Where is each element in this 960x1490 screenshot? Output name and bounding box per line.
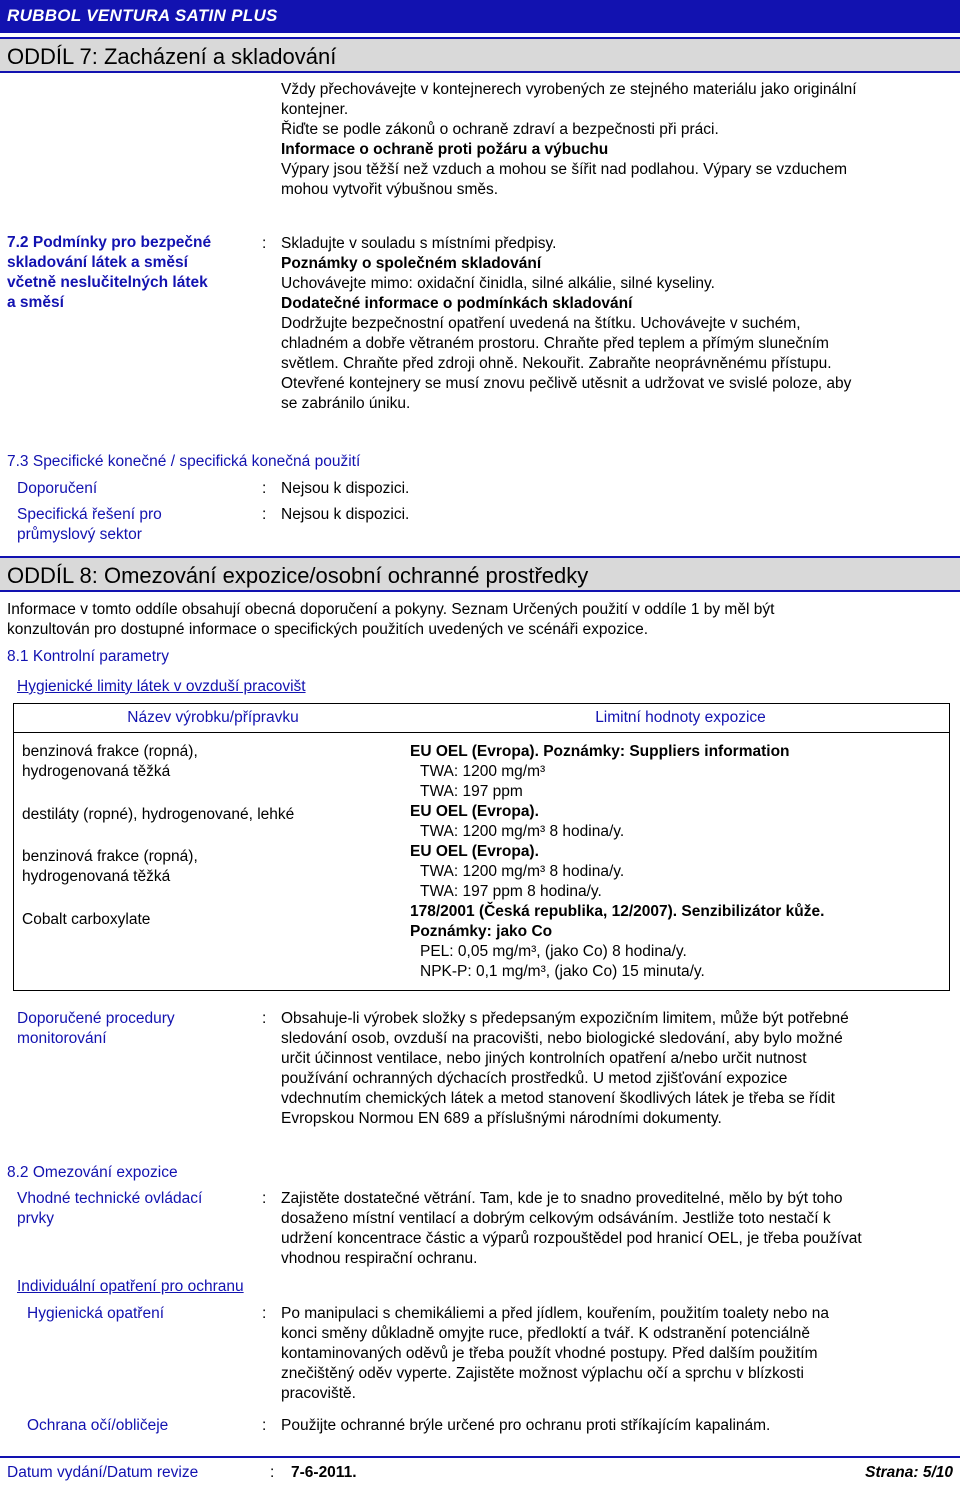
- table-cell-product: Cobalt carboxylate: [22, 911, 151, 928]
- limit-value: TWA: 197 ppm: [420, 783, 523, 800]
- section-8-1-title: 8.1 Kontrolní parametry: [7, 648, 169, 665]
- section-8-intro: [7, 600, 952, 640]
- text-line: vhodnou respirační ochranu.: [281, 1250, 478, 1267]
- text-line: mohou vytvořit výbušnou směs.: [281, 181, 499, 198]
- label-line: 7.2 Podmínky pro bezpečné: [7, 234, 212, 251]
- limit-title: 178/2001 (Česká republika, 12/2007). Senzibilizátor kůže.: [410, 903, 825, 920]
- table-cell-product: [22, 742, 198, 782]
- limit-value: NPK-P: 0,1 mg/m³, (jako Co) 15 minuta/y.: [420, 963, 705, 980]
- exposure-limits-table: [13, 703, 950, 991]
- text-line: konzultován pro dostupné informace o specifických použitích uvedených ve scénáři expozice.: [7, 621, 649, 638]
- limit-title: EU OEL (Evropa). Poznámky: Suppliers information: [410, 743, 790, 760]
- product-name: RUBBOL VENTURA SATIN PLUS: [7, 6, 278, 25]
- eye-protection-label: Ochrana očí/obličeje: [27, 1417, 169, 1434]
- text-line: Výpary jsou těžší než vzduch a mohou se šířit nad podlahou. Výpary se vzduchem: [281, 161, 848, 178]
- section-7-title: ODDÍL 7: Zacházení a skladování: [7, 44, 337, 69]
- table-cell-limits: [410, 742, 945, 982]
- text-line: znečištěný oděv vyperte. Zajistěte možnost výplachu očí a sprchu v blízkosti: [281, 1365, 804, 1382]
- limit-value: TWA: 1200 mg/m³: [420, 763, 546, 780]
- table-header-divider: [14, 732, 949, 733]
- text-line: hydrogenovaná těžká: [22, 868, 171, 885]
- section-8-2-title: 8.2 Omezování expozice: [7, 1164, 178, 1181]
- text-line: vdechnutím chemických látek a metod stanovení škodlivých látek je třeba se řídit: [281, 1090, 835, 1107]
- label-line: Doporučené procedury: [17, 1010, 175, 1027]
- colon-separator: :: [262, 1010, 267, 1027]
- limit-value: TWA: 197 ppm 8 hodina/y.: [420, 883, 602, 900]
- limit-title: Poznámky: jako Co: [410, 923, 553, 940]
- section-7-2-content: [281, 234, 951, 414]
- colon-separator: :: [270, 1464, 275, 1481]
- storage-intro: [281, 80, 951, 200]
- text-line: hydrogenovaná těžká: [22, 763, 171, 780]
- text-line: udržení koncentrace částic a výparů rozpouštědel pod hranicí OEL, je třeba používat: [281, 1230, 862, 1247]
- hygiene-text: [281, 1304, 951, 1404]
- label-line: průmyslový sektor: [17, 526, 142, 543]
- text-line: chladném a dobře větraném prostoru. Chraňte před teplem a přímým slunečním: [281, 335, 829, 352]
- text-line: se zabránilo úniku.: [281, 395, 411, 412]
- limit-value: TWA: 1200 mg/m³ 8 hodina/y.: [420, 863, 625, 880]
- section-7-3-title: 7.3 Specifické konečné / specifická konečná použití: [7, 453, 361, 470]
- limit-value: PEL: 0,05 mg/m³, (jako Co) 8 hodina/y.: [420, 943, 687, 960]
- text-line: Dodržujte bezpečnostní opatření uvedená na štítku. Uchovávejte v suchém,: [281, 315, 801, 332]
- text-line: pracoviště.: [281, 1385, 356, 1402]
- text-line: určit účinnost ventilace, nebo jiných kontrolních opatření a/nebo určit nutnost: [281, 1050, 807, 1067]
- document-header-bar: [0, 0, 960, 33]
- industrial-solutions-value: Nejsou k dispozici.: [281, 506, 410, 523]
- text-line: Informace v tomto oddíle obsahují obecná doporučení a pokyny. Seznam Určených použití v oddíle 1 by měl být: [7, 601, 775, 618]
- engineering-controls-text: [281, 1189, 951, 1269]
- engineering-controls-label: [17, 1189, 202, 1229]
- limit-value: TWA: 1200 mg/m³ 8 hodina/y.: [420, 823, 625, 840]
- section-8-title: ODDÍL 8: Omezování expozice/osobní ochranné prostředky: [7, 563, 589, 588]
- text-line: používání ochranných dýchacích prostředků. U metod zjišťování expozice: [281, 1070, 788, 1087]
- text-line: sledování osob, ovzduší na pracovišti, nebo biologické sledování, aby bylo možné: [281, 1030, 843, 1047]
- colon-separator: :: [262, 1305, 267, 1322]
- text-line: Obsahuje-li výrobek složky s předepsaným expozičním limitem, může být potřebné: [281, 1010, 849, 1027]
- footer-page-number: Strana: 5/10: [865, 1464, 953, 1481]
- colon-separator: :: [262, 235, 267, 252]
- table-cell-product: [22, 847, 198, 887]
- recommendation-label: Doporučení: [17, 480, 98, 497]
- section-7-heading: [0, 37, 960, 73]
- footer-divider: [0, 1456, 960, 1458]
- text-line: konci směny důkladně omyjte ruce, předloktí a tvář. K odstranění potenciálně: [281, 1325, 811, 1342]
- text-line: Evropskou Normou EN 689 a příslušnými národními dokumenty.: [281, 1110, 722, 1127]
- limit-title: EU OEL (Evropa).: [410, 803, 539, 820]
- colon-separator: :: [262, 1417, 267, 1434]
- label-line: prvky: [17, 1210, 55, 1227]
- text-line: dosaženo místní ventilací a dobrým celkovým odsáváním. Jestliže toto nestačí k: [281, 1210, 831, 1227]
- monitoring-label: [17, 1009, 175, 1049]
- label-line: včetně neslučitelných látek: [7, 274, 208, 291]
- text-line: kontaminovaných oděvů je třeba použít vhodné postupy. Před dalším použitím: [281, 1345, 818, 1362]
- text-line: Otevřené kontejnery se musí znovu pečlivě utěsnit a udržovat ve svislé poloze, aby: [281, 375, 852, 392]
- text-line: Po manipulaci s chemikáliemi a před jídlem, kouřením, použitím toalety nebo na: [281, 1305, 829, 1322]
- text-line: Vždy přechovávejte v kontejnerech vyrobených ze stejného materiálu jako originální: [281, 81, 857, 98]
- industrial-solutions-label: [17, 505, 162, 545]
- section-7-2-label: [7, 233, 257, 313]
- footer-date-value: 7-6-2011.: [291, 1464, 357, 1481]
- text-line: Zajistěte dostatečné větrání. Tam, kde je to snadno proveditelné, mělo by být toho: [281, 1190, 843, 1207]
- label-line: Vhodné technické ovládací: [17, 1190, 203, 1207]
- limit-title: EU OEL (Evropa).: [410, 843, 539, 860]
- recommendation-value: Nejsou k dispozici.: [281, 480, 410, 497]
- colon-separator: :: [262, 1190, 267, 1207]
- text-line: benzinová frakce (ropná),: [22, 743, 198, 760]
- exposure-limits-heading: Hygienické limity látek v ovzduší pracovišt: [17, 678, 306, 695]
- text-line: benzinová frakce (ropná),: [22, 848, 198, 865]
- personal-protection-heading: Individuální opatření pro ochranu: [17, 1278, 244, 1295]
- text-line: Řiďte se podle zákonů o ochraně zdraví a bezpečnosti při práci.: [281, 121, 719, 138]
- table-header-limits: Limitní hodnoty expozice: [595, 709, 766, 726]
- common-storage-heading: Poznámky o společném skladování: [281, 255, 542, 272]
- label-line: a směsí: [7, 294, 64, 311]
- table-header-product: Název výrobku/přípravku: [127, 709, 299, 726]
- additional-storage-heading: Dodatečné informace o podmínkách skladování: [281, 295, 633, 312]
- text-line: Uchovávejte mimo: oxidační činidla, silné alkálie, silné kyseliny.: [281, 275, 715, 292]
- footer-date-label: Datum vydání/Datum revize: [7, 1464, 199, 1481]
- monitoring-text: [281, 1009, 951, 1129]
- label-line: monitorování: [17, 1030, 107, 1047]
- table-cell-product: destiláty (ropné), hydrogenované, lehké: [22, 806, 295, 823]
- hygiene-label: Hygienická opatření: [27, 1305, 164, 1322]
- colon-separator: :: [262, 480, 267, 497]
- colon-separator: :: [262, 506, 267, 523]
- section-8-heading: [0, 556, 960, 592]
- text-line: Skladujte v souladu s místními předpisy.: [281, 235, 557, 252]
- label-line: Specifická řešení pro: [17, 506, 162, 523]
- fire-protection-heading: Informace o ochraně proti požáru a výbuchu: [281, 141, 609, 158]
- eye-protection-text: Použijte ochranné brýle určené pro ochranu proti stříkajícím kapalinám.: [281, 1417, 771, 1434]
- label-line: skladování látek a směsí: [7, 254, 188, 271]
- text-line: světlem. Chraňte před zdroji ohně. Nekouřit. Zabraňte neoprávněnému přístupu.: [281, 355, 832, 372]
- text-line: kontejner.: [281, 101, 349, 118]
